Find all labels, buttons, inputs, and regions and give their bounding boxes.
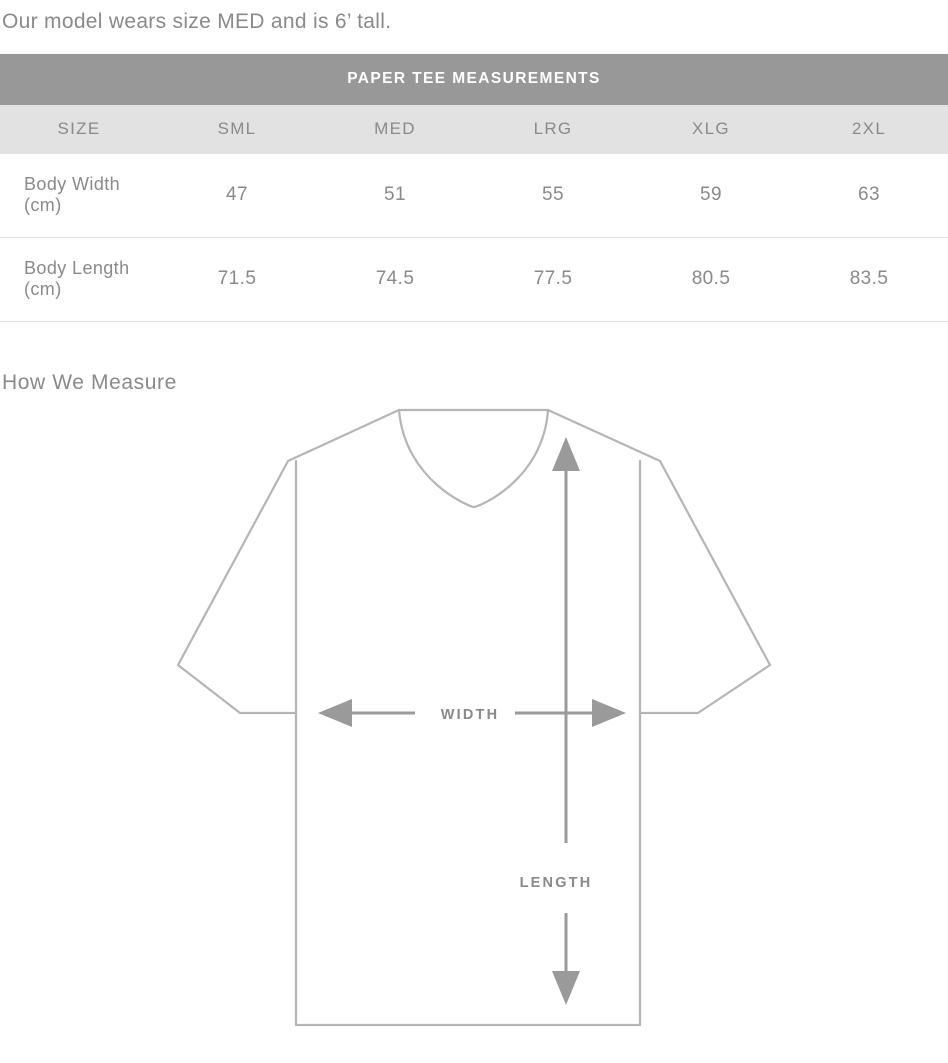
table-title: PAPER TEE MEASUREMENTS [0,54,948,105]
table-head [0,54,948,154]
cell-body-width-lrg: 55 [474,154,632,238]
how-we-measure-heading: How We Measure [2,371,177,394]
model-note: Our model wears size MED and is 6’ tall. [2,10,392,33]
measurements-table [0,54,948,322]
cell-body-length-med: 74.5 [316,238,474,322]
column-header-2xl: 2XL [790,105,948,154]
cell-body-width-xlg: 59 [632,154,790,238]
length-label: LENGTH [519,875,593,891]
table-header-row [0,105,948,154]
column-header-size: SIZE [0,105,158,154]
row-label-body-length: Body Length (cm) [0,238,158,322]
tshirt-diagram [0,403,948,1063]
cell-body-width-2xl: 63 [790,154,948,238]
cell-body-length-xlg: 80.5 [632,238,790,322]
table-row [0,154,948,238]
cell-body-width-med: 51 [316,154,474,238]
cell-body-length-sml: 71.5 [158,238,316,322]
table-title-row [0,54,948,105]
width-label: WIDTH [440,707,500,723]
table-body [0,154,948,322]
table-row [0,238,948,322]
column-header-sml: SML [158,105,316,154]
cell-body-length-2xl: 83.5 [790,238,948,322]
column-header-med: MED [316,105,474,154]
column-header-xlg: XLG [632,105,790,154]
column-header-lrg: LRG [474,105,632,154]
cell-body-width-sml: 47 [158,154,316,238]
row-label-body-width: Body Width (cm) [0,154,158,238]
length-arrow-icon [552,437,580,1005]
cell-body-length-lrg: 77.5 [474,238,632,322]
